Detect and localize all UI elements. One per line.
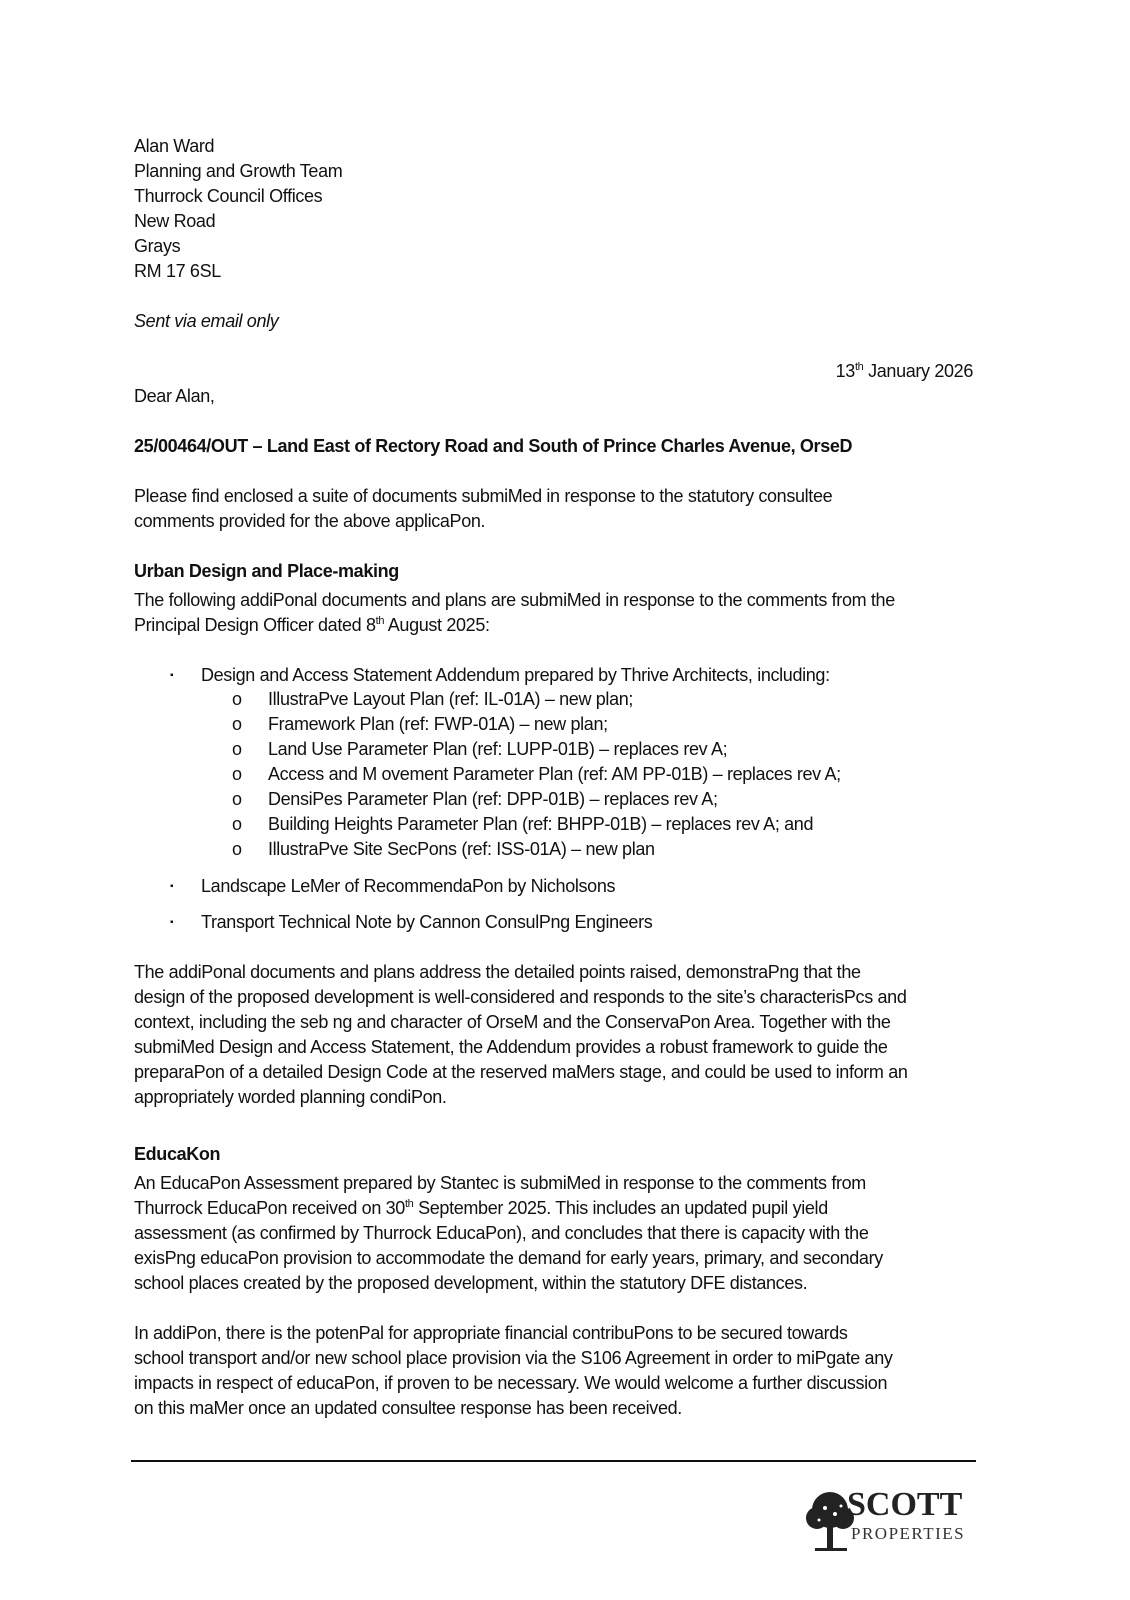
education-paragraph	[134, 1171, 883, 1296]
scott-properties-logo	[805, 1488, 970, 1558]
text-line: preparaPon of a detailed Design Code at the reserved maMers stage, and could be used to inform an	[134, 1062, 908, 1082]
text-line: impacts in respect of educaPon, if proven to be necessary. We would welcome a further discussion	[134, 1373, 888, 1393]
text-line: appropriately worded planning condiPon.	[134, 1087, 447, 1107]
urban-intro	[134, 588, 895, 638]
list-item: Transport Technical Note by Cannon ConsulPng Engineers	[201, 912, 653, 932]
sub-bullet-icon: o	[232, 739, 242, 759]
text-span: Principal Design Officer dated 8	[134, 615, 376, 635]
text-line: school places created by the proposed development, within the statutory DFE distances.	[134, 1273, 808, 1293]
subject-heading: 25/00464/OUT – Land East of Rectory Road and South of Prince Charles Avenue, OrseD	[134, 436, 853, 456]
address-line: New Road	[134, 211, 216, 231]
sub-bullet-icon: o	[232, 689, 242, 709]
address-line: Alan Ward	[134, 136, 215, 156]
text-line: comments provided for the above applicaPon.	[134, 511, 486, 531]
urban-design-heading: Urban Design and Place-making	[134, 561, 399, 581]
letter-date	[836, 359, 973, 384]
text-line: The following addiPonal documents and plans are submiMed in response to the comments from the	[134, 590, 895, 610]
sub-bullet-icon: o	[232, 839, 242, 859]
logo-wordmark: SCOTT	[847, 1486, 963, 1523]
sub-bullet-icon: o	[232, 814, 242, 834]
list-item: Design and Access Statement Addendum prepared by Thrive Architects, including:	[201, 665, 830, 685]
text-span: September 2025. This includes an updated pupil yield	[413, 1198, 828, 1218]
text-line: design of the proposed development is well-considered and responds to the site’s characterisPcs and	[134, 987, 907, 1007]
text-line: context, including the seb ng and character of OrseM and the ConservaPon Area. Together with the	[134, 1012, 891, 1032]
text-line: on this maMer once an updated consultee response has been received.	[134, 1398, 682, 1418]
sub-list-item: IllustraPve Layout Plan (ref: IL-01A) – new plan;	[268, 689, 634, 709]
text-line: Please find enclosed a suite of documents submiMed in response to the statutory consultee	[134, 486, 833, 506]
sub-list-item: Building Heights Parameter Plan (ref: BHPP-01B) – replaces rev A; and	[268, 814, 814, 834]
text-line: An EducaPon Assessment prepared by Stantec is submiMed in response to the comments from	[134, 1173, 866, 1193]
date-suffix: th	[854, 361, 864, 373]
salutation: Dear Alan,	[134, 386, 215, 406]
sub-bullet-icon: o	[232, 789, 242, 809]
superscript: th	[404, 1198, 414, 1210]
bullet-icon: ▪	[170, 917, 174, 928]
education-paragraph-2	[134, 1321, 893, 1421]
footer-divider	[131, 1460, 976, 1462]
sub-list-item: Access and M ovement Parameter Plan (ref: AM PP-01B) – replaces rev A;	[268, 764, 841, 784]
urban-paragraph	[134, 960, 908, 1110]
recipient-address	[134, 134, 342, 284]
sent-via-note: Sent via email only	[134, 311, 279, 331]
address-line: Planning and Growth Team	[134, 161, 343, 181]
text-line: exisPng educaPon provision to accommodate the demand for early years, primary, and secondary	[134, 1248, 883, 1268]
text-span: August 2025:	[384, 615, 490, 635]
document-list	[0, 663, 1130, 943]
sub-list-item: Land Use Parameter Plan (ref: LUPP-01B) – replaces rev A;	[268, 739, 728, 759]
sub-bullet-icon: o	[232, 714, 242, 734]
sub-list-item: DensiPes Parameter Plan (ref: DPP-01B) – replaces rev A;	[268, 789, 718, 809]
text-line: assessment (as confirmed by Thurrock EducaPon), and concludes that there is capacity with the	[134, 1223, 869, 1243]
text-line: submiMed Design and Access Statement, the Addendum provides a robust framework to guide the	[134, 1037, 888, 1057]
logo-subtitle: PROPERTIES	[851, 1524, 966, 1543]
address-line: Thurrock Council Offices	[134, 186, 323, 206]
bullet-icon: ▪	[170, 881, 174, 892]
text-line	[134, 1196, 883, 1221]
superscript: th	[375, 615, 385, 627]
address-line: Grays	[134, 236, 181, 256]
sub-list-item: Framework Plan (ref: FWP-01A) – new plan;	[268, 714, 608, 734]
date-day: 13	[835, 361, 855, 381]
sub-bullet-icon: o	[232, 764, 242, 784]
education-heading: EducaKon	[134, 1144, 221, 1164]
address-line: RM 17 6SL	[134, 261, 221, 281]
text-span: Thurrock EducaPon received on 30	[134, 1198, 405, 1218]
text-line: In addiPon, there is the potenPal for appropriate financial contribuPons to be secured towards	[134, 1323, 848, 1343]
list-item: Landscape LeMer of RecommendaPon by Nicholsons	[201, 876, 616, 896]
sub-list-item: IllustraPve Site SecPons (ref: ISS-01A) – new plan	[268, 839, 655, 859]
intro-paragraph	[134, 484, 832, 534]
text-line: school transport and/or new school place provision via the S106 Agreement in order to miPgate any	[134, 1348, 893, 1368]
bullet-icon: ▪	[170, 670, 174, 681]
text-line: The addiPonal documents and plans address the detailed points raised, demonstraPng that the	[134, 962, 861, 982]
text-line	[134, 613, 895, 638]
date-rest: January 2026	[863, 361, 973, 381]
